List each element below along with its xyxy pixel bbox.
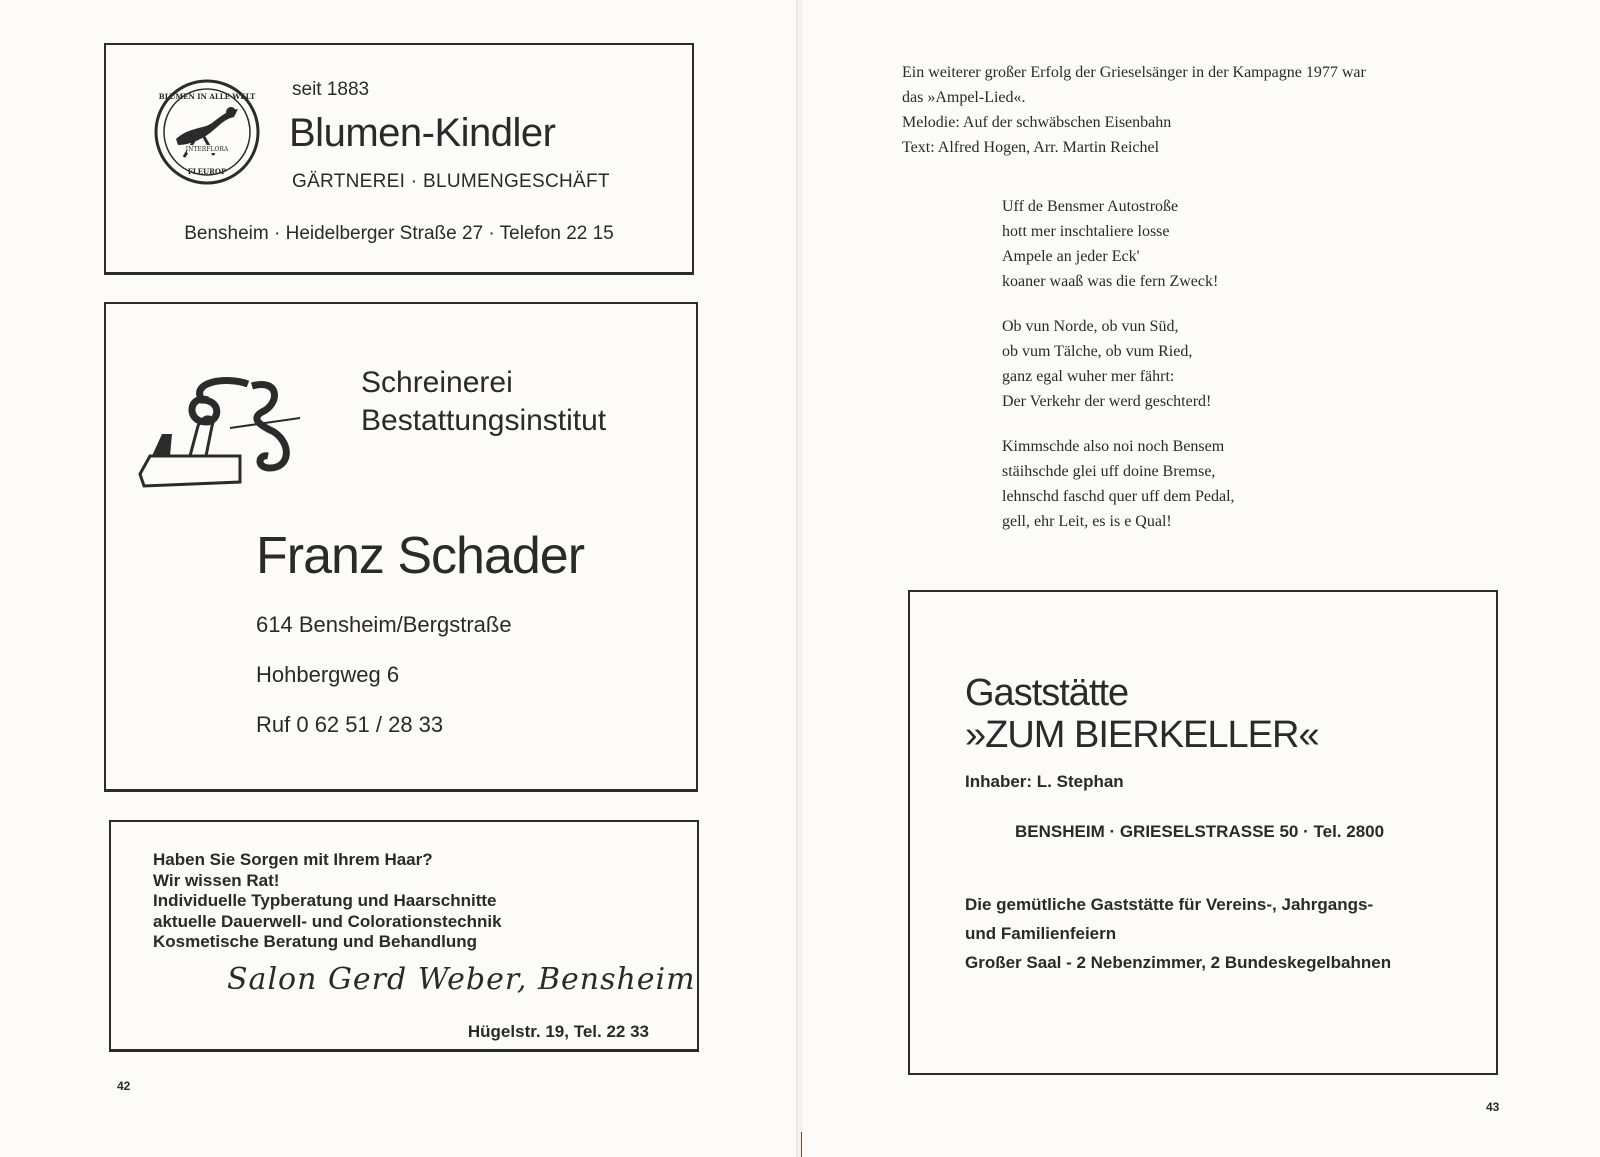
ad-zum-bierkeller [908, 590, 1498, 1075]
lyric-line: gell, ehr Leit, es is e Qual! [1002, 513, 1172, 530]
stanza [1002, 434, 1235, 534]
lyric-line: ganz egal wuher mer fährt: [1002, 368, 1175, 385]
bierkeller-title-2: »ZUM BIERKELLER« [965, 714, 1319, 756]
salon-line: Kosmetische Beratung und Behandlung [153, 932, 477, 951]
svg-text:INTERFLORA: INTERFLORA [185, 146, 229, 153]
bierkeller-desc-line: und Familienfeiern [965, 924, 1117, 943]
page-number-right: 43 [1486, 1100, 1500, 1114]
bierkeller-title-1: Gaststätte [965, 672, 1129, 714]
blumen-name: Blumen-Kindler [289, 111, 556, 155]
lyric-line: koaner waaß was die fern Zweck! [1002, 273, 1219, 290]
salon-text-block [153, 850, 673, 953]
intro-line: Melodie: Auf der schwäbschen Eisenbahn [902, 114, 1172, 131]
woodworking-plane-logo [130, 364, 310, 504]
salon-signature: Salon Gerd Weber, Bensheim [227, 962, 696, 997]
blumen-address: Bensheim · Heidelberger Straße 27 · Telefon 22 15 [184, 223, 614, 244]
svg-text:BLUMEN IN ALLE WELT: BLUMEN IN ALLE WELT [158, 92, 256, 101]
lyric-line: hott mer inschtaliere losse [1002, 223, 1170, 240]
intro-line: Text: Alfred Hogen, Arr. Martin Reichel [902, 139, 1160, 156]
right-page [802, 0, 1600, 1157]
stanza [1002, 194, 1235, 294]
fleurop-seal-logo [154, 79, 260, 185]
song-lyrics [1002, 194, 1235, 554]
salon-line: Wir wissen Rat! [153, 870, 280, 890]
lyric-line: stäihschde glei uff doine Bremse, [1002, 463, 1216, 480]
bierkeller-address: BENSHEIM · GRIESELSTRASSE 50 · Tel. 2800 [1015, 822, 1385, 841]
lyric-line: Ampele an jeder Eck' [1002, 248, 1140, 265]
ad-blumen-kindler [104, 43, 694, 275]
schader-line-bestattung: Bestattungsinstitut [361, 404, 607, 437]
bierkeller-desc-line: Die gemütliche Gaststätte für Vereins-, Jahrgangs- [965, 895, 1374, 914]
salon-line: Haben Sie Sorgen mit Ihrem Haar? [153, 850, 433, 869]
schader-street: Hohbergweg 6 [256, 662, 400, 687]
bierkeller-desc-line: Großer Saal - 2 Nebenzimmer, 2 Bundeskegelbahnen [965, 953, 1392, 972]
schader-phone: Ruf 0 62 51 / 28 33 [256, 712, 444, 737]
salon-address: Hügelstr. 19, Tel. 22 33 [467, 1022, 649, 1041]
ad-salon-weber [109, 820, 699, 1052]
schader-city: 614 Bensheim/Bergstraße [256, 612, 512, 637]
intro-line: Ein weiterer großer Erfolg der Grieselsänger in der Kampagne 1977 war [902, 64, 1366, 81]
stanza [1002, 314, 1235, 414]
schader-name: Franz Schader [256, 527, 585, 585]
salon-line: aktuelle Dauerwell- und Colorationstechnik [153, 911, 502, 931]
lyric-line: ob vum Tälche, ob vum Ried, [1002, 343, 1193, 360]
intro-line: das »Ampel-Lied«. [902, 89, 1026, 106]
lyric-line: Der Verkehr der werd geschterd! [1002, 393, 1212, 410]
page-number-left: 42 [117, 1079, 131, 1093]
lyric-line: lehnschd faschd quer uff dem Pedal, [1002, 488, 1235, 505]
salon-line: Individuelle Typberatung und Haarschnitte [153, 891, 497, 910]
schader-line-schreinerei: Schreinerei [361, 366, 513, 399]
lyric-line: Ob vun Norde, ob vun Süd, [1002, 318, 1179, 335]
lyric-line: Uff de Bensmer Autostroße [1002, 198, 1179, 215]
lyric-line: Kimmschde also noi noch Bensem [1002, 438, 1225, 455]
blumen-since: seit 1883 [292, 79, 370, 100]
left-page [0, 0, 798, 1157]
intro-text [902, 60, 1502, 160]
bierkeller-description [965, 890, 1485, 977]
ad-franz-schader [104, 302, 698, 792]
blumen-subtitle: GÄRTNEREI · BLUMENGESCHÄFT [292, 171, 610, 192]
svg-text:FLEUROP: FLEUROP [187, 167, 227, 176]
bierkeller-owner: Inhaber: L. Stephan [965, 772, 1124, 791]
